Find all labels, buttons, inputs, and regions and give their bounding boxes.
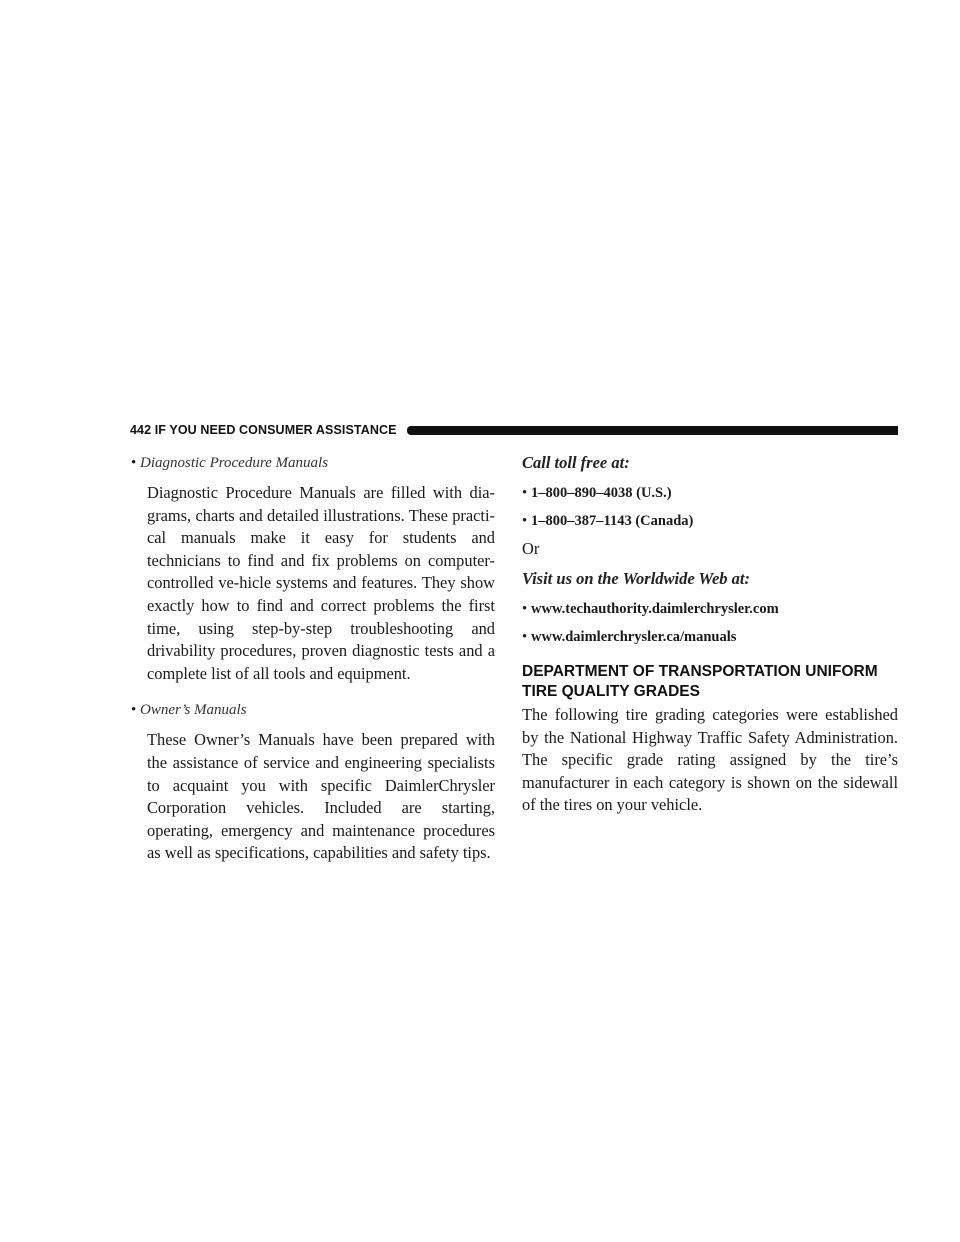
call-toll-free-label: Call toll free at: [522, 453, 630, 472]
or-text: Or [522, 539, 540, 558]
website-techauthority [522, 598, 898, 620]
right-column [522, 452, 898, 817]
page-header [130, 420, 898, 440]
section-heading: DEPARTMENT OF TRANSPORTATION UNIFORM TIRE QUALITY GRADES [522, 663, 878, 700]
bullet-diagnostic-manuals [131, 452, 495, 474]
owners-manuals-paragraph: These Owner’s Manuals have been prepared with the assistance of service and engineering specialists to acquaint you with specific DaimlerChrysler Corporation vehicles. Included are starting, operating, emergency and maintenance procedures as well as specifications, capabilities and safety tips. [147, 730, 495, 863]
phone-canada [522, 510, 898, 532]
website-manuals [522, 626, 898, 648]
bullet-dot: • [522, 513, 528, 529]
header-rule [407, 426, 898, 435]
page-header-text: 442 IF YOU NEED CONSUMER ASSISTANCE [130, 423, 397, 437]
diagnostic-manuals-paragraph: Diagnostic Procedure Manuals are filled with dia-grams, charts and detailed illustrations. These practi-cal manuals make it easy for students and technicians to find and fix problems on computer-controlled ve-hicle systems and features. They show exactly how to find and correct problems the first time, using step-by-step troubleshooting and drivability procedures, proven diagnostic tests and a complete list of all tools and equipment. [147, 483, 495, 683]
website-manuals-text: www.daimlerchrysler.ca/manuals [531, 629, 737, 645]
web-label: Visit us on the Worldwide Web at: [522, 569, 750, 588]
bullet-dot: • [522, 629, 528, 645]
bullet-dot: • [522, 485, 528, 501]
bullet-dot: • [131, 455, 137, 471]
tire-grades-paragraph: The following tire grading categories were established by the National Highway Traffic Safety Administration. The specific grade rating assigned by the tire’s manufacturer in each category is shown on the sidewall of the tires on your vehicle. [522, 705, 898, 815]
bullet-label: Diagnostic Procedure Manuals [140, 455, 329, 471]
website-techauthority-text: www.techauthority.daimlerchrysler.com [531, 601, 779, 617]
left-column [131, 452, 495, 865]
bullet-label: Owner’s Manuals [140, 702, 247, 719]
phone-us [522, 482, 898, 504]
bullet-dot: • [522, 601, 528, 617]
bullet-owners-manuals [131, 699, 495, 721]
bullet-dot: • [131, 702, 137, 719]
phone-us-text: 1–800–890–4038 (U.S.) [531, 485, 672, 501]
phone-canada-text: 1–800–387–1143 (Canada) [531, 513, 694, 529]
